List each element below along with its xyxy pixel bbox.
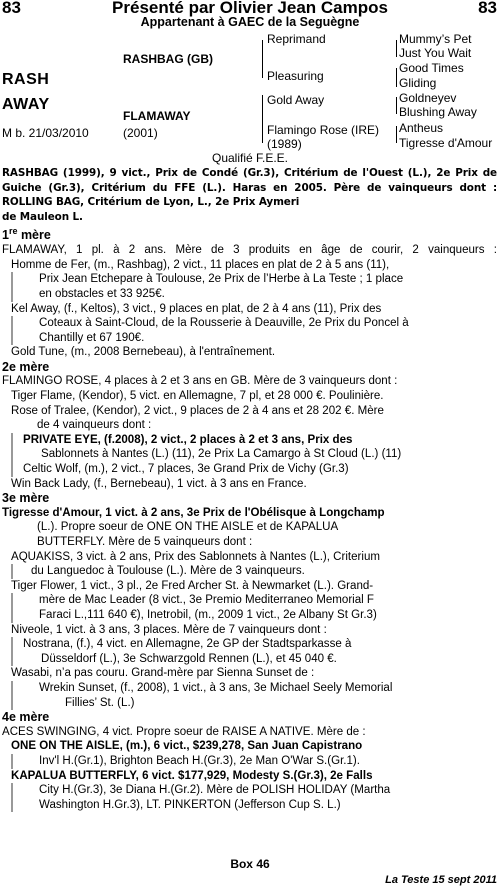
owner-line: Appartenant à GAEC de la Seguègne (140, 15, 360, 29)
third-dam-line: mère de Mac Leader (8 vict., 3e Premio Mediterraneo Memorial F (11, 593, 497, 608)
first-dam-line: en obstacles et 33 925€. (11, 287, 497, 302)
great-grandsire-4: Antheus (399, 121, 444, 135)
third-dam-line: (L.). Propre soeur de ONE ON THE AISLE et de KAPALUA (37, 521, 339, 534)
bracket-sire (262, 40, 263, 78)
lot-number-left: 83 (2, 0, 21, 17)
first-dam-line: FLAMAWAY, 1 pl. à 2 ans. Mère de 3 produits en âge de courir, 2 vainqueurs : (2, 244, 497, 257)
birth-info: M b. 21/03/2010 (2, 126, 89, 140)
great-granddam-1: Just You Wait (399, 46, 472, 60)
dam-year: (2001) (123, 126, 158, 140)
granddam-2-year: (1989) (267, 137, 302, 151)
grandsire-2: Gold Away (267, 93, 325, 107)
second-dam-line: Tiger Flame, (Kendor), 5 vict. en Allemagne, 7 pl, et 28 000 €. Poulinière. (11, 390, 384, 403)
great-grandsire-3: Goldneyev (399, 91, 457, 105)
third-dam-line: du Languedoc à Toulouse (L.). Mère de 3 vainqueurs. (11, 564, 497, 579)
bracket-gd1 (396, 68, 397, 87)
catalogue-text (2, 166, 497, 812)
fourth-dam-line: ACES SWINGING, 4 vict. Propre soeur de RAISE A NATIVE. Mère de : (2, 725, 366, 738)
third-dam-line: Düsseldorf (L.), 3e Schwarzgold Rennen (L.), et 45 040 €. (11, 652, 497, 667)
granddam-1: Pleasuring (267, 69, 324, 83)
first-dam-line: Prix Jean Etchepare à Toulouse, 2e Prix de l’Herbe à La Teste ; 1 place (11, 272, 497, 287)
horse-name-line2: AWAY (2, 96, 50, 113)
fourth-dam-line: City H.(Gr.3), 3e Diana H.(Gr.2). Mère de POLISH HOLIDAY (Martha (11, 783, 497, 798)
first-dam-line: Chantilly et 67 190€. (11, 331, 497, 346)
second-dam-line: de 4 vainqueurs dont : (37, 419, 152, 432)
sale-date: La Teste 15 sept 2011 (385, 874, 497, 886)
box-number: Box 46 (230, 857, 270, 871)
qualification: Qualifié F.E.E. (211, 151, 289, 165)
second-dam-line: Sablonnets à Nantes (L.) (11), 2e Prix La Camargo à St Cloud (L.) (11) (11, 447, 497, 462)
first-dam-line: Kel Away, (f., Keltos), 3 vict., 9 places en plat, de 2 à 4 ans (11), Prix des (11, 302, 382, 315)
bracket-gs2 (396, 97, 397, 114)
second-dam-line: Win Back Lady, (f., Bernebeau), 1 vict. à 3 ans en France. (11, 477, 307, 490)
fourth-dam-line: Inv'l H.(Gr.1), Brighton Beach H.(Gr.3), 2e Man O'War S.(Gr.1). (11, 754, 497, 769)
fourth-dam-line: Washington H.Gr.3), LT. PINKERTON (Jefferson Cup S. L.) (11, 798, 497, 813)
grandsire-1: Reprimand (267, 32, 326, 46)
third-dam-line: Wrekin Sunset, (f., 2008), 1 vict., à 3 ans, 3e Michael Seely Memorial (11, 681, 497, 696)
granddam-2: Flamingo Rose (IRE) (267, 123, 380, 137)
fourth-dam-line: ONE ON THE AISLE, (m.), 6 vict., $239,278, San Juan Capistrano (11, 740, 363, 753)
great-granddam-3: Blushing Away (399, 105, 477, 119)
lot-number-right: 83 (478, 0, 497, 17)
third-dam-line: Fillies’ St. (L.) (11, 696, 497, 711)
sire-name: RASHBAG (GB) (123, 52, 213, 66)
second-dam-line: Rose of Tralee, (Kendor), 2 vict., 9 places de 2 à 4 ans et 28 202 €. Mère (11, 404, 384, 417)
second-dam-line: PRIVATE EYE, (f.2008), 2 vict., 2 places à 2 et 3 ans, Prix des (11, 433, 497, 448)
first-dam-line: Gold Tune, (m., 2008 Bernebeau), à l'entraînement. (11, 346, 276, 359)
second-dam-heading: 2e mère (2, 359, 50, 374)
second-dam-line: FLAMINGO ROSE, 4 places à 2 et 3 ans en GB. Mère de 3 vainqueurs dont : (2, 375, 398, 388)
second-dam-line: Celtic Wolf, (m.), 2 vict., 7 places, 3e Grand Prix de Vichy (Gr.3) (11, 462, 497, 477)
third-dam-line: AQUAKISS, 3 vict. à 2 ans, Prix des Sablonnets à Nantes (L.), Criterium (11, 550, 381, 563)
dam-name: FLAMAWAY (123, 109, 191, 123)
third-dam-line: Niveole, 1 vict. à 3 ans, 3 places. Mère de 7 vainqueurs dont : (11, 623, 327, 636)
first-dam-heading: 1re mère (2, 226, 51, 243)
first-dam-line: Homme de Fer, (m., Rashbag), 2 vict., 11 places en plat de 2 à 5 ans (11), (11, 258, 390, 271)
great-granddam-4: Tigresse d'Amour (399, 136, 493, 150)
great-grandsire-1: Mummy’s Pet (399, 32, 472, 46)
horse-name-line1: RASH (2, 71, 50, 88)
bracket-gd2 (396, 126, 397, 143)
third-dam-line: Tigresse d'Amour, 1 vict. à 2 ans, 3e Prix de l'Obélisque à Longchamp (2, 506, 385, 519)
bracket-gs1 (396, 40, 397, 57)
third-dam-line: Tiger Flower, 1 vict., 3 pl., 2e Fred Archer St. à Newmarket (L.). Grand- (11, 579, 374, 592)
third-dam-line: Nostrana, (f.), 4 vict. en Allemagne, 2e GP der Stadtsparkasse à (11, 637, 497, 652)
page-title: Présenté par Olivier Jean Campos (112, 0, 388, 17)
fourth-dam-line: KAPALUA BUTTERFLY, 6 vict. $177,929, Modesty S.(Gr.3), 2e Falls (11, 769, 373, 782)
third-dam-line: Wasabi, n’a pas couru. Grand-mère par Sienna Sunset de : (11, 667, 315, 680)
third-dam-heading: 3e mère (2, 491, 50, 506)
great-grandsire-2: Good Times (399, 61, 464, 75)
third-dam-line: BUTTERFLY. Mère de 5 vainqueurs dont : (37, 536, 253, 548)
bracket-dam (262, 95, 263, 143)
fourth-dam-heading: 4e mère (2, 710, 50, 725)
sire-paragraph: RASHBAG (1999), 9 vict., Prix de Condé (Gr.3), Critérium de l'Ouest (L.), 2e Prix de Guiche (Gr.3), Critérium du FFE (L.). Haras en 2005. Père de vainqueurs dont : ROLLING BAG, Critérium de Lyon, L., 2e Prix Aymeri de Mauleon L. (2, 167, 497, 223)
first-dam-line: Coteaux à Saint-Cloud, de la Rousserie à Deauville, 2e Prix du Poncel à (11, 316, 497, 331)
great-granddam-2: Gliding (399, 76, 437, 90)
third-dam-line: Faraci L.,111 640 €), Inetrobil, (m., 2009 1 vict., 2e Albany St Gr.3) (11, 608, 497, 623)
